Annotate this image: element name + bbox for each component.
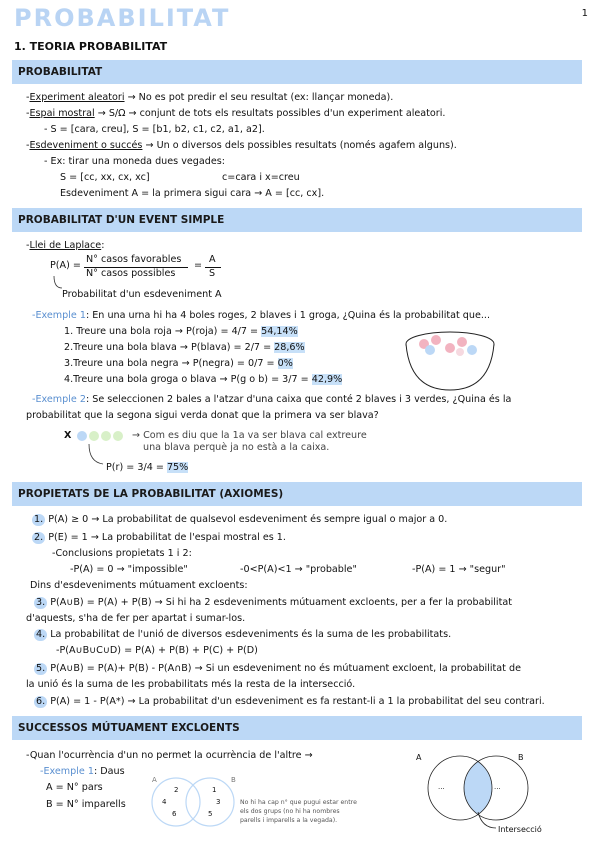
venn-note-3: parells i imparells a la vegada). — [240, 817, 338, 824]
axiom-text: P(A) ≥ 0 → La probabilitat de qualsevol esdeveniment és sempre igual o major a 0. — [45, 514, 448, 525]
laplace-a: A — [209, 254, 216, 265]
conclusion-3: -P(A) = 1 → "segur" — [412, 564, 506, 575]
example-2-note-2: una blava perquè ja no està a la caixa. — [143, 442, 330, 453]
axiom-conclusions: -Conclusions propietats 1 i 2: — [52, 548, 192, 559]
example-2-line-2: probabilitat que la segona sigui verda donat que la primera va ser blava? — [26, 410, 379, 421]
axiom-3-cont: d'aquests, s'ha de fer per apartat i sumar-los. — [26, 613, 246, 624]
venn-dots-b: ... — [494, 783, 501, 791]
venn-a-value: 6 — [172, 810, 177, 818]
item-formula: → P(g o b) = 3/7 = — [219, 374, 312, 385]
text: : En una urna hi ha 4 boles roges, 2 blaves i 1 groga, ¿Quina és la probabilitat que... — [85, 310, 491, 321]
section-heading: 1. TEORIA PROBABILITAT — [14, 40, 168, 53]
axiom-text: P(A) = 1 - P(A*) → La probabilitat d'un esdeveniment es fa restant-li a 1 la probabilitat del seu contrari. — [47, 696, 545, 707]
item-formula: → P(negra) = 0/7 = — [181, 358, 278, 369]
axiom-text: La probabilitat de l'unió de diversos esdeveniments és la suma de les probabilitats. — [47, 629, 452, 640]
venn-big-b: B — [518, 753, 524, 762]
x-mark: X — [64, 430, 72, 441]
experiment-line: -Experiment aleatori → No es pot predir el seu resultat (ex: llançar moneda). — [26, 92, 394, 103]
example-1-line — [32, 310, 490, 322]
event-example-2b: c=cara i x=creu — [222, 172, 300, 183]
axiom-4-formula: -P(A∪B∪C∪D) = P(A) + P(B) + P(C) + P(D) — [56, 645, 258, 656]
axiom-number: 2. — [34, 532, 44, 543]
text: : Se seleccionen 2 bales a l'atzar d'una caixa que conté 2 blaves i 3 verdes, ¿Quina és la — [85, 394, 512, 405]
mutual-a-def: A = N° pars — [46, 782, 103, 793]
example-label: -Exemple 2 — [32, 394, 86, 405]
example-2-result — [106, 462, 188, 474]
term-space: Espai mostral — [29, 108, 95, 119]
axiom-number: 1. — [34, 514, 44, 525]
axiom-number: 6. — [36, 696, 46, 707]
text: → No es pot predir el seu resultat (ex: llançar moneda). — [127, 92, 394, 103]
axiom-number: 3. — [36, 597, 46, 608]
conclusion-2: -0<P(A)<1 → "probable" — [240, 564, 357, 575]
venn-a-value: 2 — [174, 786, 179, 794]
mutual-intro: Dins d'esdeveniments mútuament excloents: — [30, 580, 248, 591]
axiom-5 — [34, 663, 521, 675]
venn-a-value: 4 — [162, 798, 167, 806]
laplace-s: S — [209, 268, 216, 279]
axiom-text: P(A∪B) = P(A) + P(B) → Si hi ha 2 esdeveniments mútuament excloents, per a fer la probabilitat — [47, 597, 512, 608]
laplace-term: -Llei de Laplace: — [26, 240, 105, 251]
example-2-line-1 — [32, 394, 511, 406]
axiom-2 — [32, 532, 286, 544]
example-label: -Exemple 1 — [40, 766, 94, 777]
balls-icon — [76, 429, 132, 443]
venn-label-a: A — [152, 776, 157, 784]
item-result: 54,14% — [261, 326, 298, 337]
axiom-6 — [34, 696, 545, 708]
mutual-example-line — [40, 766, 125, 778]
result-formula: P(r) = 3/4 = — [106, 462, 167, 473]
axiom-number: 5. — [36, 663, 46, 674]
page-number: 1 — [581, 8, 588, 19]
item-label: 1. Treure una bola roja — [64, 326, 172, 337]
term-event: Esdeveniment o succés — [29, 140, 143, 151]
event-line: -Esdeveniment o succés → Un o diversos dels possibles resultats (només agafem alguns). — [26, 140, 457, 151]
laplace-numerator: N° casos favorables — [86, 254, 182, 265]
event-example-2: S = [cc, xx, cx, xc] — [60, 172, 150, 183]
section-band-probabilitat — [12, 60, 582, 84]
venn-note-2: els dos grups (no hi ha nombres — [240, 808, 340, 815]
item-result: 28,6% — [274, 342, 305, 353]
urn-bowl-icon — [402, 330, 498, 392]
venn-b-value: 5 — [208, 810, 213, 818]
event-example-1: - Ex: tirar una moneda dues vegades: — [44, 156, 225, 167]
venn-note-1: No hi ha cap n° que pugui estar entre — [240, 799, 357, 806]
example-label: -Exemple 1 — [32, 310, 86, 321]
term-laplace: Llei de Laplace — [29, 240, 102, 251]
laplace-denominator: N° casos possibles — [86, 268, 176, 279]
laplace-equals: = — [194, 260, 203, 271]
colon: : — [101, 240, 105, 251]
item-result: 0% — [277, 358, 293, 369]
item-label: 3.Treure una bola negra — [64, 358, 179, 369]
text: → Un o diversos dels possibles resultats (només agafem alguns). — [145, 140, 457, 151]
result-value: 75% — [166, 462, 189, 473]
event-example-3: Esdeveniment A = la primera sigui cara → A = [cc, cx]. — [60, 188, 325, 199]
example-item-4 — [64, 374, 342, 386]
venn-b-value: 3 — [216, 798, 221, 806]
venn-b-value: 1 — [212, 786, 217, 794]
text: → S/Ω → conjunt de tots els resultats possibles d'un experiment aleatori. — [97, 108, 446, 119]
section-title: SUCCESSOS MÚTUAMENT EXCLOENTS — [18, 722, 240, 734]
example-2-note-1: → Com es diu que la 1a va ser blava cal extreure — [132, 430, 367, 441]
laplace-caption: Probabilitat d'un esdeveniment A — [62, 289, 222, 300]
section-band-axiomes — [12, 482, 582, 506]
venn-dots-a: ... — [438, 783, 445, 791]
laplace-lhs: P(A) = — [50, 260, 81, 271]
example-item-3 — [64, 358, 293, 370]
example-item-2 — [64, 342, 305, 354]
item-formula: → P(blava) = 2/7 = — [179, 342, 275, 353]
axiom-3 — [34, 597, 512, 609]
term-experiment: Experiment aleatori — [29, 92, 125, 103]
section-band-mutual — [12, 716, 582, 740]
space-line: -Espai mostral → S/Ω → conjunt de tots els resultats possibles d'un experiment aleatori. — [26, 108, 446, 119]
section-title: PROBABILITAT D'UN EVENT SIMPLE — [18, 214, 225, 226]
axiom-5-cont: la unió és la suma de les probabilitats més la resta de la intersecció. — [26, 679, 356, 690]
intersection-label: Intersecció — [498, 825, 542, 834]
axiom-text: P(A∪B) = P(A)+ P(B) - P(A∩B) → Si un esdeveniment no és mútuament excloent, la probabilitat de — [47, 663, 521, 674]
example-item-1 — [64, 326, 298, 338]
axiom-text: P(E) = 1 → La probabilitat de l'espai mostral es 1. — [45, 532, 286, 543]
section-band-event-simple — [12, 208, 582, 232]
axiom-1 — [32, 514, 447, 526]
text: : Daus — [93, 766, 125, 777]
page-title: PROBABILITAT — [14, 4, 231, 32]
venn-big-a: A — [416, 753, 422, 762]
mutual-definition: -Quan l'ocurrència d'un no permet la ocurrència de l'altre → — [26, 750, 313, 761]
item-label: 2.Treure una bola blava — [64, 342, 177, 353]
section-title: PROBABILITAT — [18, 66, 103, 78]
item-formula: → P(roja) = 4/7 = — [174, 326, 262, 337]
mutual-b-def: B = N° imparells — [46, 799, 126, 810]
item-result: 42,9% — [311, 374, 343, 385]
venn-label-b: B — [231, 776, 236, 784]
axiom-number: 4. — [36, 629, 46, 640]
axiom-4 — [34, 629, 451, 641]
arrow-icon — [86, 444, 106, 468]
item-label: 4.Treure una bola groga o blava — [64, 374, 217, 385]
conclusion-1: -P(A) = 0 → "impossible" — [70, 564, 188, 575]
space-example: - S = [cara, creu], S = [b1, b2, c1, c2, a1, a2]. — [44, 124, 265, 135]
section-title: PROPIETATS DE LA PROBABILITAT (AXIOMES) — [18, 488, 284, 500]
